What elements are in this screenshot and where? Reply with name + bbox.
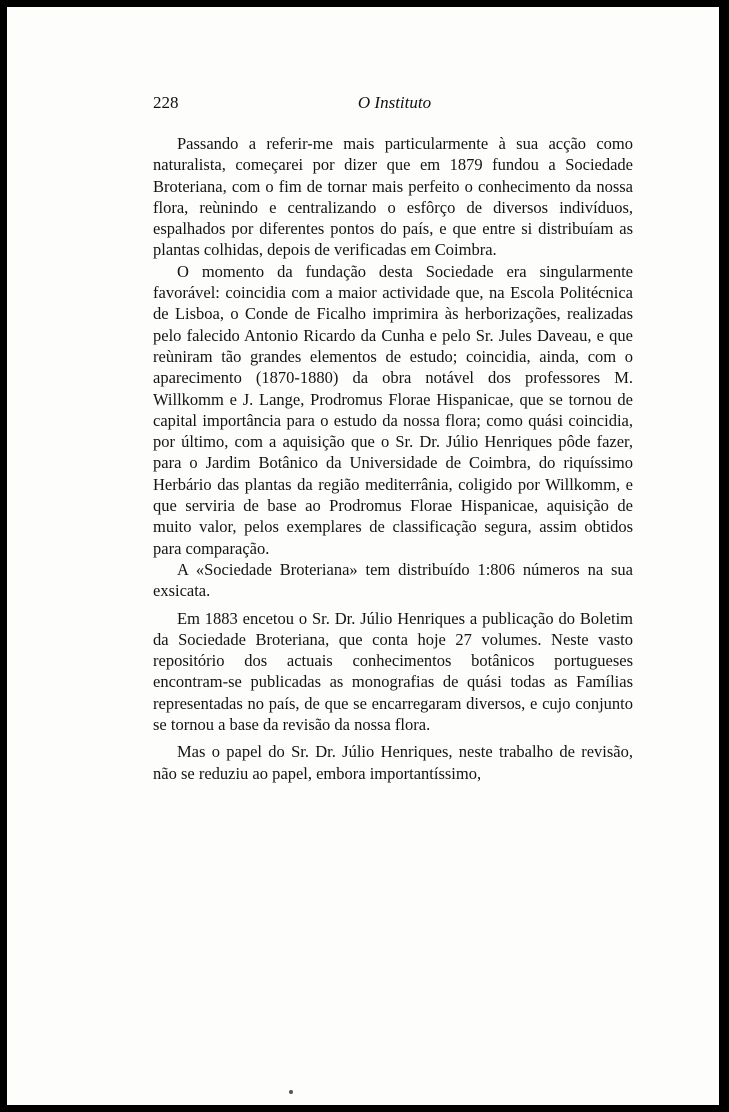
paragraph-5: Mas o papel do Sr. Dr. Júlio Henriques, neste trabalho de revisão, não se reduziu ao papel, embora importantíssimo,: [153, 742, 633, 783]
paragraph-1: Passando a referir-me mais particularmente à sua acção como naturalista, começarei por dizer que em 1879 fundou a Sociedade Broteriana, com o fim de tornar mais perfeito o conhecimento da nossa flora, reùnindo e centralizando o esfôrço de diversos indivíduos, espalhados por diferentes pontos do país, e que entre si distribuíam as plantas colhidas, depois de verificadas em Coimbra.: [153, 134, 633, 260]
page-number: 228: [153, 93, 179, 112]
page-header: [153, 93, 636, 119]
running-title: O Instituto: [357, 93, 432, 112]
body-text: [153, 133, 633, 784]
paragraph-2: O momento da fundação desta Sociedade era singularmente favorável: coincidia com a maior actividade que, na Escola Politécnica de Lisboa, o Conde de Ficalho imprimira às herborizações, realizadas pelo falecido Antonio Ricardo da Cunha e pelo Sr. Jules Daveau, e que reùniram tão grandes elementos de estudo; coincidia, ainda, com o aparecimento (1870-1880) da obra notável dos professores M. Willkomm e J. Lange, Prodromus Florae Hispanicae, que se tornou de capital importância para o estudo da nossa flora; como quási coincidia, por último, com a aquisição que o Sr. Dr. Júlio Henriques pôde fazer, para o Jardim Botânico da Universidade de Coimbra, do riquíssimo Herbário das plantas da região mediterrânia, coligido por Willkomm, e que serviria de base ao Prodromus Florae Hispanicae, aquisição de muito valor, pelos exemplares de classificação segura, assim obtidos para comparação.: [153, 261, 633, 558]
page-speck: [289, 1090, 293, 1094]
book-page: [7, 7, 719, 1105]
paragraph-4: Em 1883 encetou o Sr. Dr. Júlio Henriques a publicação do Boletim da Sociedade Broteriana, que conta hoje 27 volumes. Neste vasto repositório dos actuais conhecimentos botânicos portugueses encontram-se publicadas as monografias de quási todas as Famílias representadas no país, de que se encarregaram diversos, e cujo conjunto se tornou a base da revisão da nossa flora.: [153, 608, 633, 735]
paragraph-3: A «Sociedade Broteriana» tem distribuído 1:806 números na sua exsicata.: [153, 559, 633, 601]
